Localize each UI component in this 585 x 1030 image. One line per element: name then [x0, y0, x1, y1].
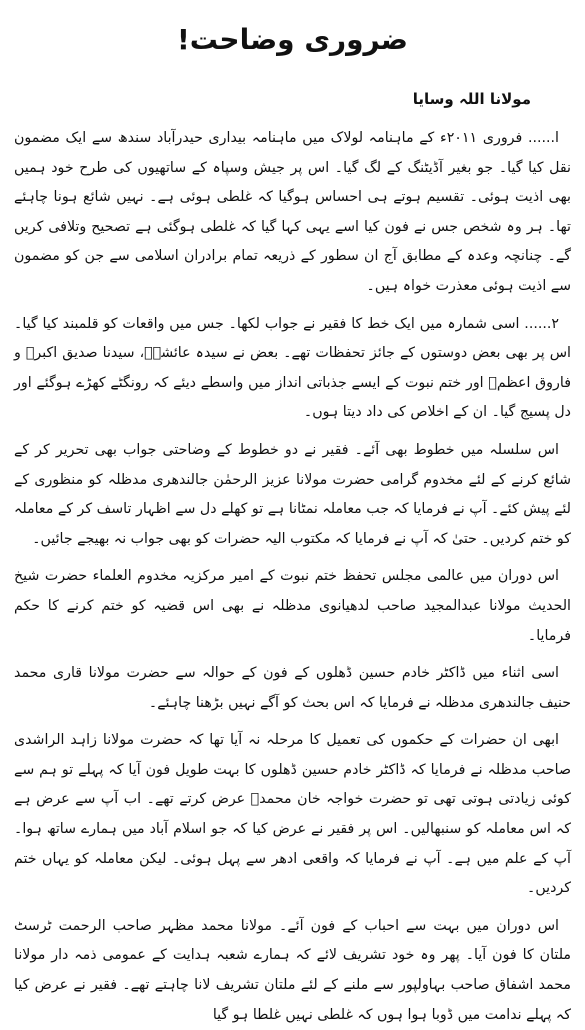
- paragraph-6: ابھی ان حضرات کے حکموں کی تعمیل کا مرحلہ نہ آیا تھا کہ حضرت مولانا زاہد الراشدی صاحب مدظلہ نے فرمایا کہ ڈاکٹر خادم حسین ڈھلوں کا بہت طویل فون آیا کہ پہلے تو ہم سے کوئی زیادتی ہوتی تھی تو حضرت خواجہ خان محمدؒ عرض کرتے تھے۔ اب آپ سے عرض ہے کہ اس معاملہ کو سنبھالیں۔ اس پر فقیر نے عرض کیا کہ جو اسلام آباد میں ہمارے ساتھ ہوا۔ آپ کے علم میں ہے۔ آپ نے فرمایا کہ واقعی ادھر سے پہل ہوئی۔ لیکن معاملہ کو یہاں ختم کردیں۔: [14, 732, 571, 897]
- article-body: [14, 124, 571, 1030]
- paragraph-3: اس سلسلہ میں خطوط بھی آئے۔ فقیر نے دو خطوط کے وضاحتی جواب بھی تحریر کر کے شائع کرنے کے لئے مخدوم گرامی حضرت مولانا عزیز الرحمٰن جالندھری مدظلہ کو منظوری کے لئے پیش کئے۔ آپ نے فرمایا کہ جب معاملہ نمٹانا ہے تو کھلے دل سے اظہار تاسف کر کے معاملہ کو ختم کردیں۔ حتیٰ کہ آپ نے فرمایا کہ مکتوب الیہ حضرات کو بھی جواب نہ بھیجے جائیں۔: [14, 441, 571, 547]
- paragraph-2: ۲...... اسی شمارہ میں ایک خط کا فقیر نے جواب لکھا۔ جس میں واقعات کو قلمبند کیا گیا۔ اس پر بھی بعض دوستوں کے جائز تحفظات تھے۔ بعض نے سیدہ عائشہؓ، سیدنا صدیق اکبرؓ و فاروق اعظمؓ اور ختم نبوت کے ایسے جذباتی انداز میں واسطے دیئے کہ رونگٹے کھڑے ہوگئے اور دل پسیج گیا۔ ان کے اخلاص کی داد دیتا ہوں۔: [14, 315, 571, 421]
- paragraph-7: اس دوران میں بہت سے احباب کے فون آئے۔ مولانا محمد مظہر صاحب الرحمت ٹرسٹ ملتان کا فون آیا۔ پھر وہ خود تشریف لائے کہ ہمارے شعبہ ہدایت کے عمومی ذمہ دار مولانا محمد اشفاق صاحب بہاولپور سے ملنے کے لئے ملتان تشریف لانا چاہتے تھے۔ فقیر نے عرض کیا کہ پہلے ندامت میں ڈوبا ہوا ہوں کہ غلطی نہیں غلطا ہو گیا: [14, 917, 571, 1023]
- article-author: مولانا اللہ وسایا: [412, 90, 531, 108]
- paragraph-5: اسی اثناء میں ڈاکٹر خادم حسین ڈھلوں کے فون کے حوالہ سے حضرت مولانا قاری محمد حنیف جالندھری مدظلہ نے فرمایا کہ اس بحث کو آگے نہیں بڑھنا چاہئے۔: [14, 665, 571, 711]
- paragraph-4: اس دوران میں عالمی مجلس تحفظ ختم نبوت کے امیر مرکزیہ مخدوم العلماء حضرت شیخ الحدیث مولانا عبدالمجید صاحب لدھیانوی مدظلہ نے بھی اس قضیہ کو ختم کرنے کا حکم فرمایا۔: [14, 568, 571, 644]
- paragraph-1: ا...... فروری ۲۰۱۱ء کے ماہنامہ لولاک میں ماہنامہ بیداری حیدرآباد سندھ سے ایک مضمون نقل کیا گیا۔ جو بغیر آڈیٹنگ کے لگ گیا۔ اس پر جیش وسپاہ کے ساتھیوں کی طرح خود ہمیں بھی اذیت ہوئی۔ تقسیم ہوتے ہی احساس ہوگیا کہ غلطی ہوئی ہے۔ نہیں شائع ہونا چاہئے تھا۔ ہر وہ شخص جس نے فون کیا اسے یہی کہا گیا کہ غلطی ہوگئی ہے تصحیح وتلافی کریں گے۔ چنانچہ وعدہ کے مطابق آج ان سطور کے ذریعہ تمام برادران اسلامی سے جن کو مضمون سے اذیت ہوئی معذرت خواہ ہیں۔: [14, 130, 571, 294]
- article-title: ضروری وضاحت!: [177, 23, 408, 56]
